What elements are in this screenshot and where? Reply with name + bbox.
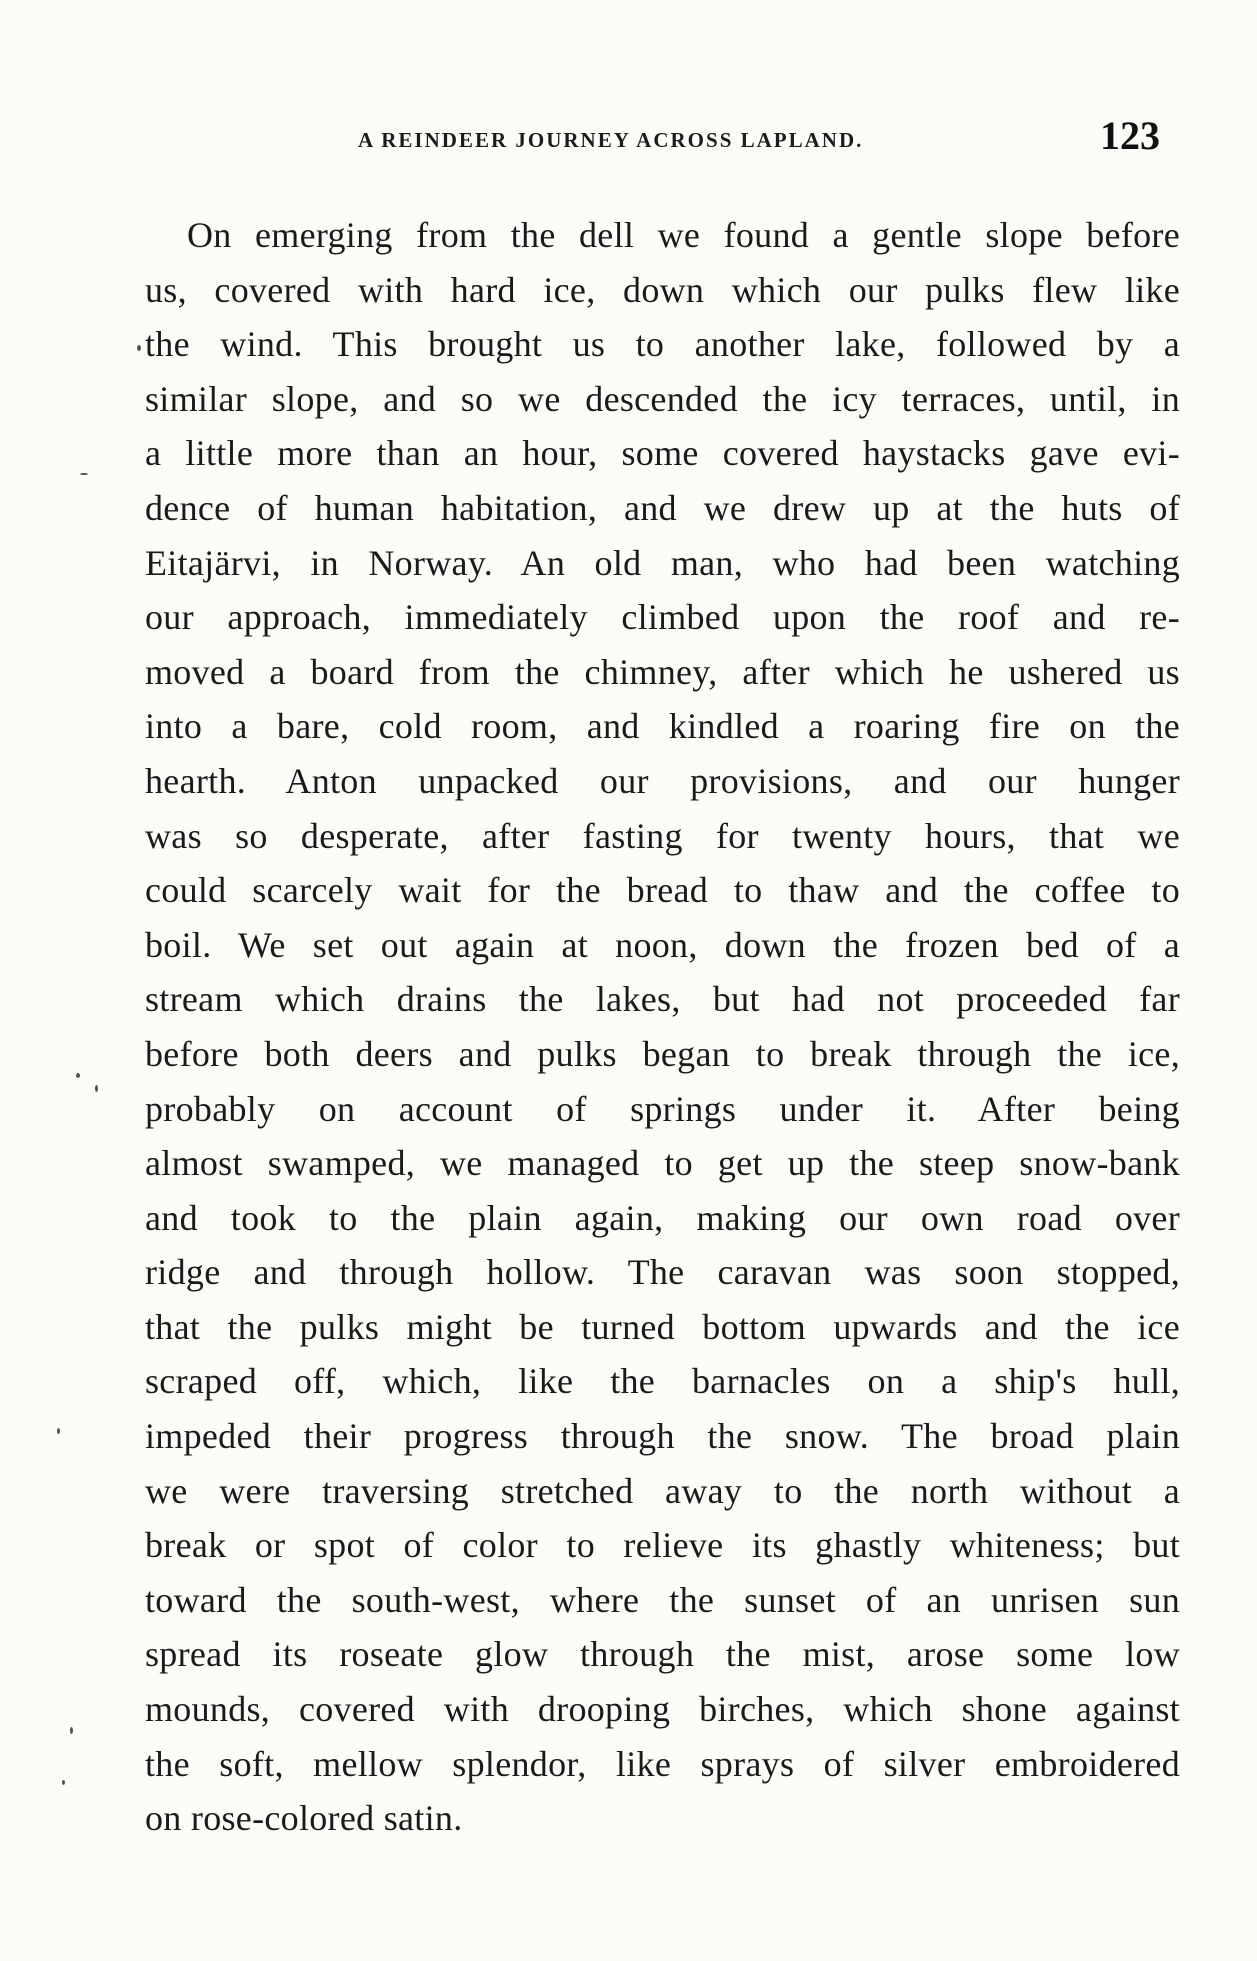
text-line: break or spot of color to relieve its ghastly whiteness; but [145, 1525, 1180, 1566]
text-line: we were traversing stretched away to the north without a [145, 1470, 1180, 1511]
text-line: probably on account of springs under it. After being [145, 1088, 1180, 1129]
text-line: On emerging from the dell we found a gentle slope before [187, 215, 1180, 255]
text-line: that the pulks might be turned bottom upwards and the ice [145, 1306, 1180, 1347]
text-line: us, covered with hard ice, down which our pulks flew like [145, 269, 1180, 310]
scan-speck [137, 345, 141, 351]
text-line: impeded their progress through the snow. The broad plain [145, 1416, 1180, 1457]
text-line: boil. We set out again at noon, down the frozen bed of a [145, 924, 1180, 965]
running-title: A REINDEER JOURNEY ACROSS LAPLAND. [358, 128, 864, 152]
scan-speck [95, 1085, 98, 1092]
scan-speck [57, 1428, 60, 1434]
text-line: our approach, immediately climbed upon the roof and re- [145, 597, 1180, 638]
text-line: the wind. This brought us to another lake, followed by a [145, 324, 1180, 365]
text-line: hearth. Anton unpacked our provisions, and our hunger [145, 760, 1180, 801]
text-line: and took to the plain again, making our own road over [145, 1197, 1180, 1238]
text-line: on rose-colored satin. [145, 1798, 463, 1839]
text-line: almost swamped, we managed to get up the steep snow-bank [145, 1143, 1180, 1184]
text-line: scraped off, which, like the barnacles on a ship's hull, [145, 1361, 1180, 1402]
text-line: the soft, mellow splendor, like sprays of silver embroidered [145, 1743, 1180, 1784]
text-line: before both deers and pulks began to break through the ice, [145, 1033, 1180, 1074]
text-line: was so desperate, after fasting for twenty hours, that we [145, 815, 1180, 856]
text-line: spread its roseate glow through the mist, arose some low [145, 1634, 1180, 1675]
body-paragraph [145, 208, 1180, 1846]
text-line: toward the south-west, where the sunset of an unrisen sun [145, 1579, 1180, 1620]
scan-speck [76, 1073, 80, 1078]
text-line: similar slope, and so we descended the icy terraces, until, in [145, 378, 1180, 419]
text-line: moved a board from the chimney, after which he ushered us [145, 651, 1180, 692]
text-line: could scarcely wait for the bread to thaw and the coffee to [145, 870, 1180, 911]
text-line: ridge and through hollow. The caravan was soon stopped, [145, 1252, 1180, 1293]
text-line: dence of human habitation, and we drew up at the huts of [145, 487, 1180, 528]
scan-speck [70, 1727, 73, 1734]
scan-speck [62, 1780, 65, 1785]
text-line: into a bare, cold room, and kindled a roaring fire on the [145, 706, 1180, 747]
page-number: 123 [1100, 113, 1160, 158]
text-line: stream which drains the lakes, but had not proceeded far [145, 979, 1180, 1020]
text-line: mounds, covered with drooping birches, which shone against [145, 1689, 1180, 1730]
scan-speck [80, 473, 88, 475]
text-line: Eitajärvi, in Norway. An old man, who had been watching [145, 542, 1180, 583]
text-line: a little more than an hour, some covered haystacks gave evi- [145, 433, 1180, 474]
